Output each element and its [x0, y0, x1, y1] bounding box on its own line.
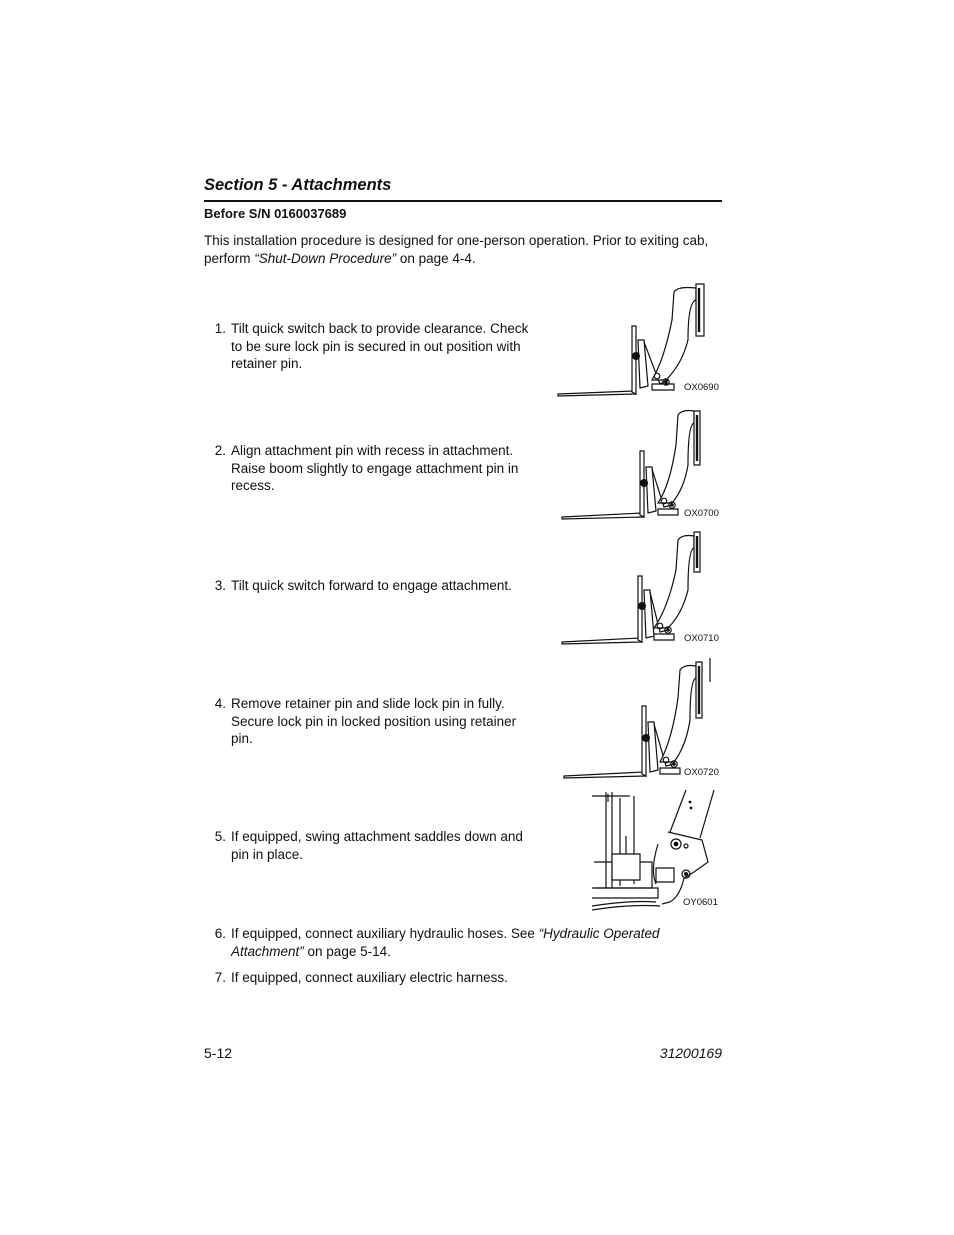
subheading: Before S/N 0160037689 [204, 206, 347, 221]
header-rule [204, 200, 722, 202]
step-line: pin in place. [231, 846, 304, 862]
step-4 [204, 695, 554, 755]
step-3 [204, 577, 554, 597]
step-number: 6. [214, 926, 226, 941]
section-title: Section 5 - Attachments [204, 176, 392, 194]
figure-code: OY0601 [683, 897, 718, 908]
page-number: 5-12 [204, 1045, 233, 1061]
step-number: 2. [214, 443, 226, 458]
figure-oy0601 [590, 788, 725, 913]
figure-ox0720 [562, 658, 727, 782]
intro-paragraph [204, 232, 734, 268]
figure-code: OX0700 [684, 508, 719, 519]
step-line: retainer pin. [231, 356, 303, 371]
step-number: 7. [214, 970, 226, 985]
step-line: Tilt quick switch back to provide clearance. Check [231, 321, 529, 336]
step-line: Align attachment pin with recess in attachment. [231, 443, 514, 458]
figure-ox0710 [560, 530, 725, 648]
step-line: Secure lock pin in locked position using retainer [231, 713, 517, 729]
figure-code: OX0690 [684, 382, 719, 393]
step-number: 5. [214, 829, 226, 844]
intro-text-after: on page 4-4. [396, 251, 476, 266]
step-5 [204, 828, 554, 868]
step-2 [204, 442, 554, 502]
step-line: If equipped, swing attachment saddles down and [231, 829, 523, 844]
step-line: Tilt quick switch forward to engage attachment. [231, 578, 512, 593]
document-number: 31200169 [659, 1045, 722, 1061]
step-6 [204, 925, 724, 965]
step-line: Remove retainer pin and slide lock pin in fully. [231, 696, 505, 711]
step-number: 1. [214, 321, 226, 336]
step-1 [204, 320, 554, 380]
hydraulic-operated-attachment-link[interactable]: “Hydraulic Operated [538, 926, 660, 941]
intro-text: This installation procedure is designed for one-person operation. Prior to exiting cab, perform [204, 233, 709, 266]
hydraulic-operated-attachment-link-cont[interactable]: Attachment” [231, 943, 304, 959]
step-line: If equipped, connect auxiliary hydraulic hoses. See [231, 926, 539, 941]
figure-ox0690 [556, 280, 721, 398]
step-line: pin. [231, 731, 253, 746]
figure-code: OX0720 [684, 767, 719, 778]
step-line: recess. [231, 478, 275, 493]
step-line: If equipped, connect auxiliary electric harness. [231, 970, 508, 985]
shut-down-procedure-link[interactable]: “Shut-Down Procedure” [254, 251, 397, 266]
step-line: on page 5-14. [303, 943, 391, 959]
figure-ox0700 [560, 405, 725, 523]
step-line: to be sure lock pin is secured in out position with [231, 338, 521, 354]
step-7 [204, 969, 724, 989]
figure-code: OX0710 [684, 633, 719, 644]
step-number: 4. [214, 696, 226, 711]
step-line: Raise boom slightly to engage attachment pin in [231, 460, 519, 476]
step-number: 3. [214, 578, 226, 593]
